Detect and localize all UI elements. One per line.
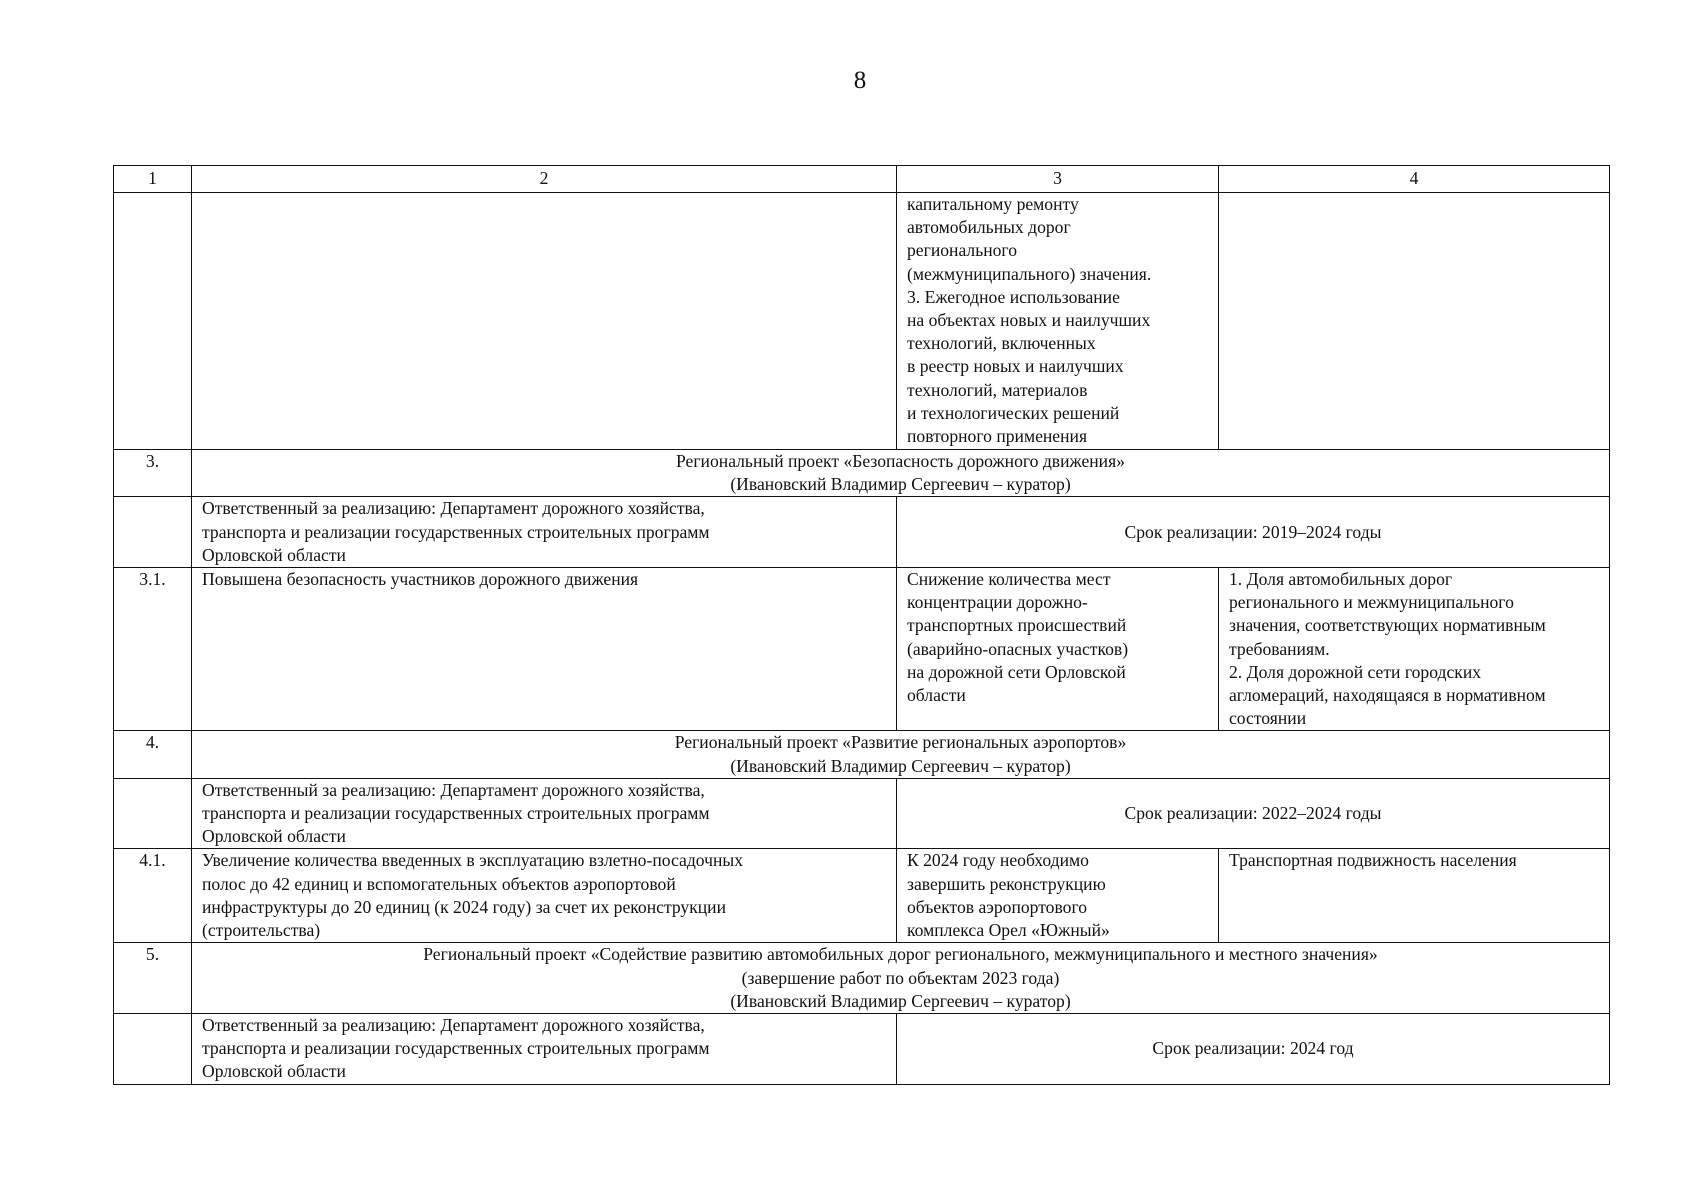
row-number: [114, 497, 192, 568]
task-cell: Повышена безопасность участников дорожного движения: [192, 568, 897, 731]
row-number: [114, 193, 192, 450]
text-line: инфраструктуры до 20 единиц (к 2024 году) за счет их реконструкции: [202, 896, 726, 917]
header-col-3: 3: [897, 166, 1219, 193]
text-line: значения, соответствующих нормативным: [1229, 615, 1546, 636]
responsible-cell: [192, 1014, 897, 1085]
text-line: транспорта и реализации государственных строительных программ: [202, 521, 710, 542]
text-line: транспорта и реализации государственных строительных программ: [202, 1038, 710, 1059]
text-line: в реестр новых и наилучших: [907, 356, 1124, 377]
text-line: технологий, материалов: [907, 379, 1088, 400]
table-row: [114, 568, 1610, 731]
task-cell: [192, 849, 897, 943]
title-line: Региональный проект «Безопасность дорожного движения»: [675, 451, 1125, 471]
section-number: 4.: [114, 731, 192, 778]
indicator-cell: [1219, 568, 1610, 731]
text-line: на объектах новых и наилучших: [907, 310, 1151, 331]
text-line: Увеличение количества введенных в эксплуатацию взлетно-посадочных: [202, 850, 743, 871]
term-cell: Срок реализации: 2019–2024 годы: [897, 497, 1610, 568]
text-line: Ответственный за реализацию: Департамент дорожного хозяйства,: [202, 498, 705, 519]
text-line: 3. Ежегодное использование: [907, 286, 1120, 307]
title-line: (завершение работ по объектам 2023 года): [741, 967, 1060, 988]
responsible-row: [114, 778, 1610, 849]
text-line: завершить реконструкцию: [907, 873, 1106, 894]
indicator-cell: [1219, 193, 1610, 450]
title-line: Региональный проект «Развитие региональных аэропортов»: [674, 732, 1127, 753]
table-header-row: [114, 166, 1610, 193]
section-title: [192, 731, 1610, 778]
text-line: регионального и межмуниципального: [1229, 592, 1514, 613]
responsible-row: [114, 497, 1610, 568]
term-cell: Срок реализации: 2022–2024 годы: [897, 778, 1610, 849]
text-line: К 2024 году необходимо: [907, 850, 1089, 871]
section-title-row: [114, 731, 1610, 778]
title-line: (Ивановский Владимир Сергеевич – куратор): [730, 990, 1071, 1011]
section-title: [192, 943, 1610, 1014]
title-line: Региональный проект «Содействие развитию автомобильных дорог регионального, межмуниципального и местного значения»: [423, 944, 1378, 965]
row-number: [114, 1014, 192, 1085]
row-number: 4.1.: [114, 849, 192, 943]
text-line: Орловской области: [202, 1061, 346, 1082]
text-line: полос до 42 единиц и вспомогательных объектов аэропортовой: [202, 873, 676, 894]
text-line: агломераций, находящаяся в нормативном: [1229, 685, 1546, 706]
text-line: 2. Доля дорожной сети городских: [1229, 661, 1482, 682]
text-line: транспортных происшествий: [907, 615, 1127, 636]
section-title: [192, 450, 1610, 497]
result-cell: [897, 568, 1219, 731]
text-line: автомобильных дорог: [907, 217, 1071, 238]
text-line: (межмуниципального) значения.: [907, 263, 1152, 284]
text-line: Орловской области: [202, 544, 346, 565]
title-line: (Ивановский Владимир Сергеевич – куратор): [730, 474, 1071, 495]
section-title-row: [114, 450, 1610, 497]
measures-table: [113, 165, 1610, 1085]
section-title-row: [114, 943, 1610, 1014]
text-line: на дорожной сети Орловской: [907, 661, 1126, 682]
text-line: транспорта и реализации государственных строительных программ: [202, 803, 710, 824]
section-number: 5.: [114, 943, 192, 1014]
text-line: технологий, включенных: [907, 333, 1096, 354]
text-line: состоянии: [1229, 708, 1307, 729]
responsible-row: [114, 1014, 1610, 1085]
task-cell: [192, 193, 897, 450]
section-number: 3.: [114, 450, 192, 497]
text-line: объектов аэропортового: [907, 896, 1088, 917]
text-line: капитальному ремонту: [907, 194, 1079, 214]
header-col-4: 4: [1219, 166, 1610, 193]
table-row-continuation: [114, 193, 1610, 450]
result-cell: [897, 849, 1219, 943]
text-line: Ответственный за реализацию: Департамент дорожного хозяйства,: [202, 779, 705, 800]
text-line: требованиям.: [1229, 638, 1330, 659]
row-number: [114, 778, 192, 849]
text-line: области: [907, 685, 966, 706]
text-line: повторного применения: [907, 426, 1088, 447]
text-line: Орловской области: [202, 826, 346, 847]
header-col-2: 2: [192, 166, 897, 193]
text-line: (аварийно-опасных участков): [907, 638, 1129, 659]
text-line: концентрации дорожно-: [907, 592, 1088, 613]
responsible-cell: [192, 497, 897, 568]
row-number: 3.1.: [114, 568, 192, 731]
text-line: Снижение количества мест: [907, 569, 1111, 590]
table-row: [114, 849, 1610, 943]
term-cell: Срок реализации: 2024 год: [897, 1014, 1610, 1085]
title-line: (Ивановский Владимир Сергеевич – куратор): [730, 755, 1071, 776]
text-line: регионального: [907, 240, 1018, 261]
responsible-cell: [192, 778, 897, 849]
header-col-1: 1: [114, 166, 192, 193]
text-line: Ответственный за реализацию: Департамент дорожного хозяйства,: [202, 1015, 705, 1036]
page-number: 8: [853, 67, 867, 94]
text-line: (строительства): [202, 920, 321, 941]
text-line: комплекса Орел «Южный»: [907, 920, 1110, 941]
result-cell: [897, 193, 1219, 450]
text-line: и технологических решений: [907, 402, 1120, 423]
indicator-cell: Транспортная подвижность населения: [1219, 849, 1610, 943]
text-line: 1. Доля автомобильных дорог: [1229, 569, 1453, 590]
